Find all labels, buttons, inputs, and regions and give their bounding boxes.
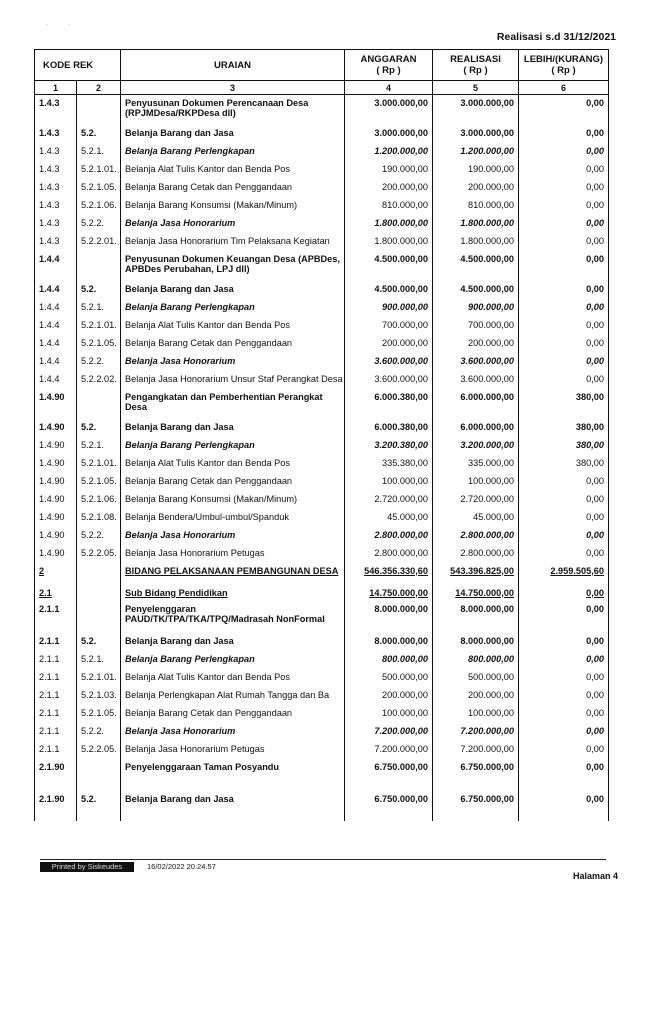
page-number: Halaman 4: [572, 871, 618, 881]
uraian-cell: Belanja Barang Cetak dan Penggandaan: [121, 179, 345, 197]
uraian-cell: Belanja Jasa Honorarium: [121, 527, 345, 545]
kode-2-cell: 5.2.1.: [77, 651, 121, 669]
anggaran-cell: 6.750.000,00: [345, 791, 433, 821]
anggaran-cell: 3.600.000,00: [345, 371, 433, 389]
col-number: 4: [345, 81, 433, 95]
selisih-cell: 0,00: [519, 95, 609, 125]
kode-1-cell: 1.4.90: [35, 527, 77, 545]
kode-1-cell: 1.4.4: [35, 371, 77, 389]
uraian-cell: Belanja Barang Konsumsi (Makan/Minum): [121, 197, 345, 215]
kode-1-cell: 1.4.90: [35, 491, 77, 509]
realisasi-cell: 200.000,00: [433, 687, 519, 705]
realisasi-cell: 700.000,00: [433, 317, 519, 335]
header-uraian: URAIAN: [121, 50, 345, 81]
table-row: [35, 759, 609, 791]
kode-1-cell: 2.1.90: [35, 791, 77, 821]
kode-2-cell: 5.2.1.05.: [77, 335, 121, 353]
kode-1-cell: 2.1.1: [35, 705, 77, 723]
kode-1-cell: 1.4.3: [35, 161, 77, 179]
uraian-cell: Belanja Barang dan Jasa: [121, 419, 345, 437]
header-anggaran: ANGGARAN ( Rp ): [345, 50, 433, 81]
anggaran-cell: 8.000.000,00: [345, 633, 433, 651]
selisih-cell: 0,00: [519, 651, 609, 669]
kode-1-cell: 2: [35, 563, 77, 585]
selisih-cell: 0,00: [519, 545, 609, 563]
realisasi-cell: 200.000,00: [433, 179, 519, 197]
uraian-cell: Belanja Perlengkapan Alat Rumah Tangga dan Ba: [121, 687, 345, 705]
kode-2-cell: [77, 95, 121, 125]
anggaran-cell: 3.200.380,00: [345, 437, 433, 455]
kode-1-cell: 1.4.4: [35, 299, 77, 317]
anggaran-cell: 3.000.000,00: [345, 95, 433, 125]
realisasi-cell: 2.800.000,00: [433, 527, 519, 545]
kode-1-cell: 1.4.3: [35, 125, 77, 143]
uraian-cell: BIDANG PELAKSANAAN PEMBANGUNAN DESA: [121, 563, 345, 585]
realisasi-cell: 1.800.000,00: [433, 233, 519, 251]
anggaran-cell: 335.380,00: [345, 455, 433, 473]
realisasi-cell: 800.000,00: [433, 651, 519, 669]
table-row: [35, 633, 609, 651]
kode-2-cell: 5.2.: [77, 419, 121, 437]
report-period: Realisasi s.d 31/12/2021: [496, 31, 616, 43]
selisih-cell: 0,00: [519, 585, 609, 601]
kode-1-cell: 1.4.90: [35, 455, 77, 473]
realisasi-cell: 6.000.000,00: [433, 419, 519, 437]
selisih-cell: 0,00: [519, 741, 609, 759]
kode-2-cell: 5.2.1.01.: [77, 455, 121, 473]
kode-2-cell: [77, 585, 121, 601]
kode-1-cell: 1.4.90: [35, 419, 77, 437]
anggaran-cell: 6.000.380,00: [345, 389, 433, 419]
realisasi-cell: 8.000.000,00: [433, 601, 519, 633]
selisih-cell: 0,00: [519, 633, 609, 651]
uraian-cell: Belanja Barang dan Jasa: [121, 633, 345, 651]
kode-2-cell: 5.2.2.05.: [77, 545, 121, 563]
table-row: [35, 687, 609, 705]
kode-1-cell: 2.1: [35, 585, 77, 601]
anggaran-cell: 200.000,00: [345, 687, 433, 705]
selisih-cell: 0,00: [519, 143, 609, 161]
col-number: 5: [433, 81, 519, 95]
anggaran-cell: 6.750.000,00: [345, 759, 433, 791]
anggaran-cell: 14.750.000,00: [345, 585, 433, 601]
anggaran-cell: 200.000,00: [345, 179, 433, 197]
kode-2-cell: 5.2.2.: [77, 723, 121, 741]
kode-1-cell: 2.1.1: [35, 601, 77, 633]
realisasi-cell: 7.200.000,00: [433, 741, 519, 759]
realisasi-cell: 3.200.000,00: [433, 437, 519, 455]
anggaran-cell: 200.000,00: [345, 335, 433, 353]
realisasi-cell: 4.500.000,00: [433, 251, 519, 281]
uraian-cell: Penyusunan Dokumen Perencanaan Desa (RPJMDesa/RKPDesa dll): [121, 95, 345, 125]
selisih-cell: 0,00: [519, 233, 609, 251]
selisih-cell: 0,00: [519, 215, 609, 233]
realisasi-cell: 543.396.825,00: [433, 563, 519, 585]
kode-2-cell: 5.2.1.06.: [77, 491, 121, 509]
realisasi-cell: 2.720.000,00: [433, 491, 519, 509]
selisih-cell: 0,00: [519, 353, 609, 371]
kode-1-cell: 1.4.90: [35, 437, 77, 455]
kode-1-cell: 1.4.3: [35, 233, 77, 251]
uraian-cell: Belanja Barang dan Jasa: [121, 791, 345, 821]
table-row: [35, 125, 609, 143]
col-number: 2: [77, 81, 121, 95]
table-row: [35, 563, 609, 585]
anggaran-cell: 1.200.000,00: [345, 143, 433, 161]
selisih-cell: 0,00: [519, 125, 609, 143]
anggaran-cell: 6.000.380,00: [345, 419, 433, 437]
realisasi-cell: 3.000.000,00: [433, 125, 519, 143]
anggaran-cell: 4.500.000,00: [345, 281, 433, 299]
selisih-cell: 0,00: [519, 527, 609, 545]
kode-1-cell: 1.4.3: [35, 215, 77, 233]
realisasi-cell: 100.000,00: [433, 705, 519, 723]
kode-2-cell: 5.2.1.: [77, 437, 121, 455]
anggaran-cell: 7.200.000,00: [345, 723, 433, 741]
table-row: [35, 419, 609, 437]
kode-2-cell: 5.2.1.08.: [77, 509, 121, 527]
printed-by-badge: Printed by Siskeudes: [40, 862, 134, 872]
selisih-cell: 0,00: [519, 705, 609, 723]
uraian-cell: Belanja Jasa Honorarium: [121, 353, 345, 371]
selisih-cell: 0,00: [519, 791, 609, 821]
uraian-cell: Belanja Jasa Honorarium Petugas: [121, 545, 345, 563]
realisasi-cell: 6.750.000,00: [433, 759, 519, 791]
kode-1-cell: 1.4.90: [35, 473, 77, 491]
table-row: [35, 491, 609, 509]
uraian-cell: Belanja Barang dan Jasa: [121, 281, 345, 299]
uraian-cell: Belanja Alat Tulis Kantor dan Benda Pos: [121, 669, 345, 687]
kode-2-cell: 5.2.1.: [77, 299, 121, 317]
uraian-cell: Belanja Barang Cetak dan Penggandaan: [121, 335, 345, 353]
anggaran-cell: 700.000,00: [345, 317, 433, 335]
selisih-cell: 0,00: [519, 491, 609, 509]
uraian-cell: Pengangkatan dan Pemberhentian Perangkat Desa: [121, 389, 345, 419]
kode-1-cell: 1.4.3: [35, 95, 77, 125]
uraian-cell: Belanja Barang Perlengkapan: [121, 437, 345, 455]
selisih-cell: 0,00: [519, 669, 609, 687]
anggaran-cell: 1.800.000,00: [345, 233, 433, 251]
uraian-cell: Belanja Jasa Honorarium: [121, 723, 345, 741]
table-row: [35, 455, 609, 473]
kode-2-cell: 5.2.: [77, 633, 121, 651]
table-row: [35, 705, 609, 723]
table-row: [35, 143, 609, 161]
table-row: [35, 353, 609, 371]
table-row: [35, 527, 609, 545]
table-row: [35, 233, 609, 251]
kode-2-cell: [77, 389, 121, 419]
kode-1-cell: 2.1.1: [35, 633, 77, 651]
kode-2-cell: 5.2.2.: [77, 527, 121, 545]
selisih-cell: 0,00: [519, 179, 609, 197]
kode-2-cell: 5.2.1.05.: [77, 179, 121, 197]
anggaran-cell: 3.000.000,00: [345, 125, 433, 143]
selisih-cell: 0,00: [519, 723, 609, 741]
table-row: [35, 371, 609, 389]
selisih-cell: 2.959.505,60: [519, 563, 609, 585]
kode-1-cell: 1.4.3: [35, 143, 77, 161]
realisasi-cell: 7.200.000,00: [433, 723, 519, 741]
realisasi-cell: 900.000,00: [433, 299, 519, 317]
table-row: [35, 545, 609, 563]
table-row: [35, 509, 609, 527]
kode-2-cell: 5.2.2.01.: [77, 233, 121, 251]
uraian-cell: Belanja Bendera/Umbul-umbul/Spanduk: [121, 509, 345, 527]
anggaran-cell: 100.000,00: [345, 473, 433, 491]
col-number: 1: [35, 81, 77, 95]
kode-1-cell: 2.1.1: [35, 651, 77, 669]
uraian-cell: Belanja Barang Konsumsi (Makan/Minum): [121, 491, 345, 509]
selisih-cell: 0,00: [519, 317, 609, 335]
kode-2-cell: 5.2.1.06.: [77, 197, 121, 215]
kode-2-cell: 5.2.2.02.: [77, 371, 121, 389]
anggaran-cell: 1.800.000,00: [345, 215, 433, 233]
kode-1-cell: 2.1.1: [35, 741, 77, 759]
selisih-cell: 0,00: [519, 371, 609, 389]
table-row: [35, 651, 609, 669]
realisasi-cell: 100.000,00: [433, 473, 519, 491]
kode-2-cell: 5.2.1.01.: [77, 669, 121, 687]
selisih-cell: 0,00: [519, 299, 609, 317]
kode-1-cell: 2.1.90: [35, 759, 77, 791]
realisasi-cell: 8.000.000,00: [433, 633, 519, 651]
anggaran-cell: 190.000,00: [345, 161, 433, 179]
kode-1-cell: 1.4.4: [35, 353, 77, 371]
uraian-cell: Sub Bidang Pendidikan: [121, 585, 345, 601]
anggaran-cell: 810.000,00: [345, 197, 433, 215]
kode-1-cell: 1.4.3: [35, 179, 77, 197]
table-row: [35, 197, 609, 215]
realisasi-cell: 45.000,00: [433, 509, 519, 527]
anggaran-cell: 8.000.000,00: [345, 601, 433, 633]
kode-2-cell: 5.2.1.03.: [77, 687, 121, 705]
realisasi-cell: 3.000.000,00: [433, 95, 519, 125]
realisasi-cell: 200.000,00: [433, 335, 519, 353]
table-row: [35, 437, 609, 455]
realisasi-cell: 500.000,00: [433, 669, 519, 687]
anggaran-cell: 7.200.000,00: [345, 741, 433, 759]
realisasi-cell: 190.000,00: [433, 161, 519, 179]
uraian-cell: Belanja Barang Perlengkapan: [121, 299, 345, 317]
selisih-cell: 0,00: [519, 161, 609, 179]
realisasi-cell: 4.500.000,00: [433, 281, 519, 299]
kode-2-cell: [77, 251, 121, 281]
kode-1-cell: 1.4.4: [35, 317, 77, 335]
anggaran-cell: 2.720.000,00: [345, 491, 433, 509]
kode-2-cell: 5.2.2.: [77, 353, 121, 371]
anggaran-cell: 2.800.000,00: [345, 545, 433, 563]
uraian-cell: Belanja Jasa Honorarium Tim Pelaksana Kegiatan: [121, 233, 345, 251]
col-number: 3: [121, 81, 345, 95]
header-kode-rek: KODE REK: [35, 50, 121, 81]
uraian-cell: Belanja Barang Cetak dan Penggandaan: [121, 705, 345, 723]
table-row: [35, 299, 609, 317]
table-row: [35, 723, 609, 741]
anggaran-cell: 800.000,00: [345, 651, 433, 669]
table-row: [35, 741, 609, 759]
kode-2-cell: 5.2.: [77, 281, 121, 299]
kode-1-cell: 1.4.4: [35, 251, 77, 281]
selisih-cell: 0,00: [519, 759, 609, 791]
realisasi-cell: 810.000,00: [433, 197, 519, 215]
anggaran-cell: 500.000,00: [345, 669, 433, 687]
kode-1-cell: 1.4.4: [35, 281, 77, 299]
uraian-cell: Belanja Alat Tulis Kantor dan Benda Pos: [121, 161, 345, 179]
selisih-cell: 0,00: [519, 687, 609, 705]
uraian-cell: Belanja Jasa Honorarium Unsur Staf Perangkat Desa: [121, 371, 345, 389]
table-row: [35, 585, 609, 601]
kode-2-cell: 5.2.1.01.: [77, 317, 121, 335]
kode-1-cell: 1.4.4: [35, 335, 77, 353]
realisasi-cell: 6.000.000,00: [433, 389, 519, 419]
kode-2-cell: 5.2.1.05.: [77, 473, 121, 491]
kode-2-cell: 5.2.2.05.: [77, 741, 121, 759]
kode-1-cell: 2.1.1: [35, 669, 77, 687]
table-row: [35, 601, 609, 633]
header-realisasi: REALISASI ( Rp ): [433, 50, 519, 81]
table-row: [35, 317, 609, 335]
selisih-cell: 380,00: [519, 455, 609, 473]
selisih-cell: 0,00: [519, 509, 609, 527]
selisih-cell: 380,00: [519, 419, 609, 437]
kode-2-cell: [77, 563, 121, 585]
uraian-cell: Penyelenggaran PAUD/TK/TPA/TKA/TPQ/Madrasah NonFormal: [121, 601, 345, 633]
realisasi-cell: 14.750.000,00: [433, 585, 519, 601]
anggaran-cell: 4.500.000,00: [345, 251, 433, 281]
uraian-cell: Belanja Jasa Honorarium: [121, 215, 345, 233]
uraian-cell: Penyusunan Dokumen Keuangan Desa (APBDes, APBDes Perubahan, LPJ dll): [121, 251, 345, 281]
kode-2-cell: 5.2.: [77, 791, 121, 821]
anggaran-cell: 3.600.000,00: [345, 353, 433, 371]
realisasi-cell: 1.800.000,00: [433, 215, 519, 233]
scan-specks: ··: [46, 22, 90, 28]
kode-2-cell: 5.2.1.: [77, 143, 121, 161]
uraian-cell: Belanja Barang Perlengkapan: [121, 143, 345, 161]
anggaran-cell: 900.000,00: [345, 299, 433, 317]
kode-1-cell: 2.1.1: [35, 723, 77, 741]
selisih-cell: 0,00: [519, 473, 609, 491]
table-row: [35, 179, 609, 197]
selisih-cell: 0,00: [519, 281, 609, 299]
realisasi-cell: 1.200.000,00: [433, 143, 519, 161]
realisasi-cell: 3.600.000,00: [433, 371, 519, 389]
table-row: [35, 473, 609, 491]
selisih-cell: 380,00: [519, 389, 609, 419]
kode-1-cell: 1.4.90: [35, 545, 77, 563]
uraian-cell: Belanja Alat Tulis Kantor dan Benda Pos: [121, 317, 345, 335]
table-row: [35, 161, 609, 179]
col-number: 6: [519, 81, 609, 95]
header-selisih: LEBIH/(KURANG) ( Rp ): [519, 50, 609, 81]
realisasi-cell: 6.750.000,00: [433, 791, 519, 821]
selisih-cell: 0,00: [519, 197, 609, 215]
uraian-cell: Belanja Barang Cetak dan Penggandaan: [121, 473, 345, 491]
selisih-cell: 380,00: [519, 437, 609, 455]
uraian-cell: Penyelenggaraan Taman Posyandu: [121, 759, 345, 791]
kode-1-cell: 1.4.90: [35, 509, 77, 527]
table-row: [35, 281, 609, 299]
table-row: [35, 389, 609, 419]
budget-realization-table: [34, 49, 609, 821]
realisasi-cell: 335.000,00: [433, 455, 519, 473]
kode-1-cell: 1.4.3: [35, 197, 77, 215]
anggaran-cell: 546.356.330,60: [345, 563, 433, 585]
selisih-cell: 0,00: [519, 601, 609, 633]
anggaran-cell: 100.000,00: [345, 705, 433, 723]
table-row: [35, 215, 609, 233]
print-datetime: 16/02/2022 20.24.57: [147, 862, 216, 871]
kode-2-cell: 5.2.: [77, 125, 121, 143]
kode-2-cell: [77, 601, 121, 633]
table-row: [35, 95, 609, 125]
anggaran-cell: 45.000,00: [345, 509, 433, 527]
realisasi-cell: 2.800.000,00: [433, 545, 519, 563]
uraian-cell: Belanja Jasa Honorarium Petugas: [121, 741, 345, 759]
table-body: [35, 95, 609, 821]
anggaran-cell: 2.800.000,00: [345, 527, 433, 545]
selisih-cell: 0,00: [519, 251, 609, 281]
kode-2-cell: [77, 759, 121, 791]
uraian-cell: Belanja Barang Perlengkapan: [121, 651, 345, 669]
uraian-cell: Belanja Barang dan Jasa: [121, 125, 345, 143]
kode-1-cell: 2.1.1: [35, 687, 77, 705]
uraian-cell: Belanja Alat Tulis Kantor dan Benda Pos: [121, 455, 345, 473]
table-row: [35, 669, 609, 687]
kode-1-cell: 1.4.90: [35, 389, 77, 419]
selisih-cell: 0,00: [519, 335, 609, 353]
realisasi-cell: 3.600.000,00: [433, 353, 519, 371]
footer-divider: [40, 859, 606, 860]
kode-2-cell: 5.2.1.05.: [77, 705, 121, 723]
table-row: [35, 335, 609, 353]
kode-2-cell: 5.2.1.01.: [77, 161, 121, 179]
kode-2-cell: 5.2.2.: [77, 215, 121, 233]
table-row: [35, 251, 609, 281]
table-row: [35, 791, 609, 821]
